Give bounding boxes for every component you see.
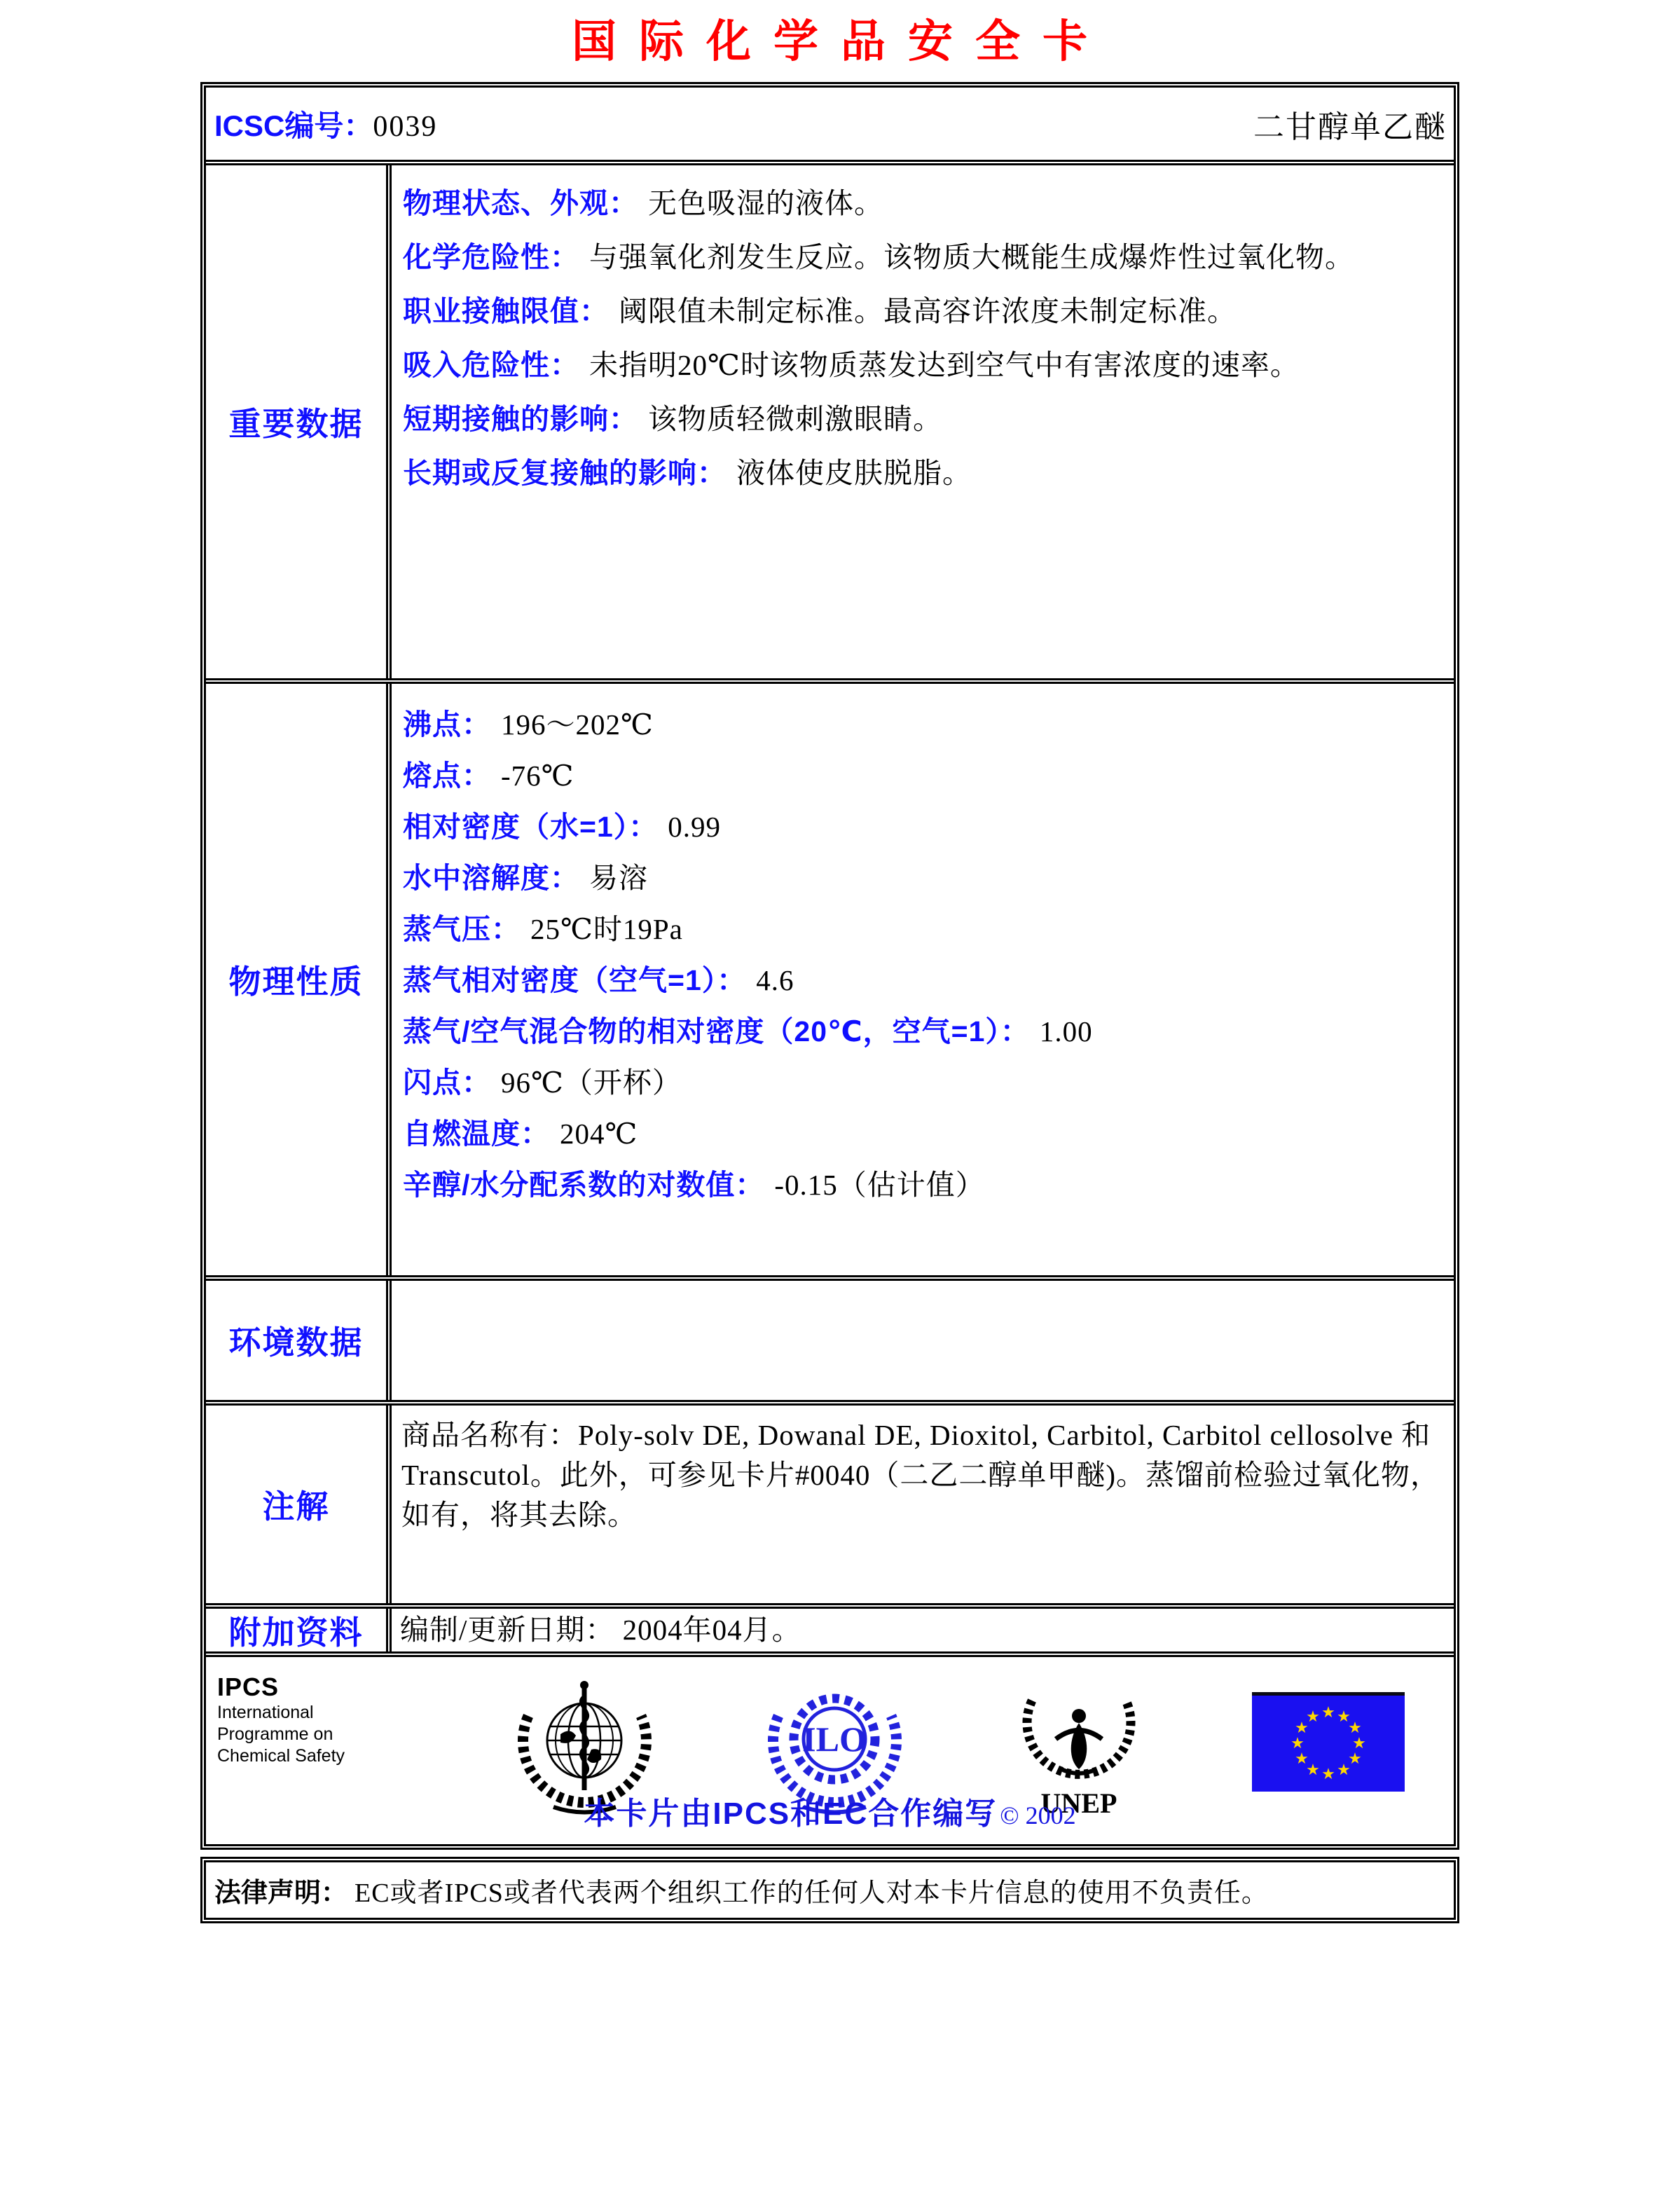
card-header-row — [206, 88, 1454, 160]
property-line — [403, 392, 1379, 446]
property-label: 蒸气/空气混合物的相对密度（20℃，空气=1）： — [403, 1015, 1030, 1047]
property-line — [403, 1108, 1379, 1160]
property-label: 相对密度（水=1）： — [403, 811, 659, 843]
property-label: 物理状态、外观： — [403, 187, 638, 219]
property-label: 自燃温度： — [403, 1118, 550, 1150]
property-label: 蒸气压： — [403, 913, 521, 945]
important-data-content — [392, 165, 1454, 678]
property-value: 无色吸湿的液体。 — [648, 187, 883, 219]
ipcs-subtitle-line2: Programme on — [217, 1724, 333, 1744]
property-line — [403, 177, 1379, 231]
property-value: 204℃ — [560, 1118, 638, 1150]
svg-text:★: ★ — [1348, 1719, 1362, 1737]
svg-text:★: ★ — [1321, 1766, 1335, 1783]
eu-flag-wrap — [1252, 1692, 1405, 1792]
property-label: 水中溶解度： — [403, 862, 579, 894]
svg-text:★: ★ — [1306, 1761, 1320, 1779]
property-value: -76℃ — [501, 760, 574, 792]
property-label: 吸入危险性： — [403, 349, 579, 381]
property-line — [403, 904, 1379, 955]
additional-info-text: 编制/更新日期： 2004年04月。 — [400, 1613, 801, 1646]
important-data-list — [392, 165, 1393, 500]
property-label: 职业接触限值： — [403, 295, 609, 327]
property-line — [403, 853, 1379, 904]
property-value: 液体使皮肤脱脂。 — [736, 457, 972, 489]
svg-text:★: ★ — [1337, 1761, 1351, 1779]
property-label: 蒸气相对密度（空气=1）： — [403, 964, 747, 996]
svg-text:★: ★ — [1295, 1719, 1309, 1737]
property-line — [403, 1160, 1379, 1211]
svg-text:★: ★ — [1306, 1708, 1320, 1726]
legal-notice-text: EC或者IPCS或者代表两个组织工作的任何人对本卡片信息的使用不负责任。 — [354, 1878, 1269, 1908]
property-line — [403, 338, 1379, 392]
unep-logo-text: UNEP — [1040, 1787, 1117, 1819]
additional-info-content — [392, 1609, 1454, 1651]
ipcs-subtitle-line1: International — [217, 1703, 314, 1722]
ipcs-text-block — [217, 1672, 406, 1767]
property-label: 熔点： — [403, 760, 491, 792]
svg-text:★: ★ — [1352, 1735, 1366, 1752]
section-label-important: 重要数据 — [206, 165, 392, 678]
page-title: 国际化学品安全卡 — [572, 17, 1110, 67]
property-line — [403, 446, 1379, 500]
property-line — [403, 802, 1379, 853]
property-value: 25℃时19Pa — [530, 913, 683, 945]
property-value: 该物质轻微刺激眼睛。 — [648, 403, 942, 435]
notes-text: 商品名称有：Poly-solv DE, Dowanal DE, Dioxitol, Carbitol, Carbitol cellosolve 和 Transcutol。此外，可参见卡片#0040（二乙二醇单甲醚)。蒸馏前检验过氧化物，如有，将其去除。 — [401, 1419, 1440, 1531]
physical-properties-list — [392, 684, 1393, 1211]
svg-text:★: ★ — [1295, 1750, 1309, 1768]
property-label: 辛醇/水分配系数的对数值： — [403, 1169, 765, 1201]
physical-properties-row — [206, 678, 1454, 1275]
property-value: 与强氧化剂发生反应。该物质大概能生成爆炸性过氧化物。 — [589, 241, 1354, 273]
property-value: 1.00 — [1039, 1015, 1093, 1047]
notes-content — [392, 1406, 1454, 1603]
chemical-name: 二甘醇单乙醚 — [1253, 109, 1447, 144]
property-line — [403, 1057, 1379, 1108]
additional-info-row — [206, 1603, 1454, 1651]
property-value: 96℃（开杯） — [501, 1066, 682, 1099]
footer-caption-text: 本卡片由IPCS和EC合作编写 — [584, 1797, 998, 1831]
property-value: 未指明20℃时该物质蒸发达到空气中有害浓度的速率。 — [589, 349, 1300, 381]
property-line — [403, 1006, 1379, 1057]
property-label: 化学危险性： — [403, 241, 579, 273]
property-line — [403, 750, 1379, 802]
section-label-environment: 环境数据 — [206, 1281, 392, 1400]
ilo-logo-text: ILO — [801, 1719, 867, 1759]
icsc-number-label: ICSC编号： — [214, 109, 373, 142]
logos-row — [206, 1651, 1454, 1844]
property-value: 易溶 — [589, 862, 648, 894]
property-label: 长期或反复接触的影响： — [403, 457, 727, 489]
property-line — [403, 284, 1379, 338]
environmental-data-row — [206, 1275, 1454, 1400]
important-data-row — [206, 160, 1454, 678]
section-label-physical: 物理性质 — [206, 684, 392, 1275]
property-value: 0.99 — [668, 811, 721, 843]
property-value: 196～202℃ — [501, 708, 654, 741]
icsc-number-group — [214, 103, 437, 145]
property-label: 短期接触的影响： — [403, 403, 638, 435]
environmental-data-content — [392, 1281, 1454, 1400]
icsc-card-table — [200, 82, 1459, 1850]
svg-text:★: ★ — [1321, 1704, 1335, 1722]
property-line — [403, 699, 1379, 750]
svg-text:★: ★ — [1337, 1708, 1351, 1726]
ipcs-subtitle-line3: Chemical Safety — [217, 1746, 345, 1766]
physical-properties-content — [392, 684, 1454, 1275]
property-value: 4.6 — [756, 964, 794, 996]
svg-text:★: ★ — [1290, 1735, 1305, 1752]
svg-text:★: ★ — [1348, 1750, 1362, 1768]
ipcs-title: IPCS — [217, 1672, 280, 1701]
property-label: 闪点： — [403, 1066, 491, 1099]
notes-row — [206, 1400, 1454, 1603]
section-label-additional: 附加资料 — [206, 1609, 392, 1651]
property-value: 阈限值未制定标准。最高容许浓度未制定标准。 — [619, 295, 1237, 327]
footer-copyright: © 2002 — [1000, 1801, 1076, 1829]
section-label-notes: 注解 — [206, 1406, 392, 1603]
legal-notice-block — [200, 1857, 1459, 1923]
property-line — [403, 955, 1379, 1006]
property-label: 沸点： — [403, 708, 491, 741]
legal-notice-label: 法律声明： — [214, 1878, 348, 1908]
footer-caption — [206, 1788, 1454, 1833]
icsc-number-value: 0039 — [373, 110, 438, 143]
eu-flag-icon — [1252, 1692, 1405, 1792]
property-value: -0.15（估计值） — [774, 1169, 985, 1201]
property-line — [403, 231, 1379, 284]
